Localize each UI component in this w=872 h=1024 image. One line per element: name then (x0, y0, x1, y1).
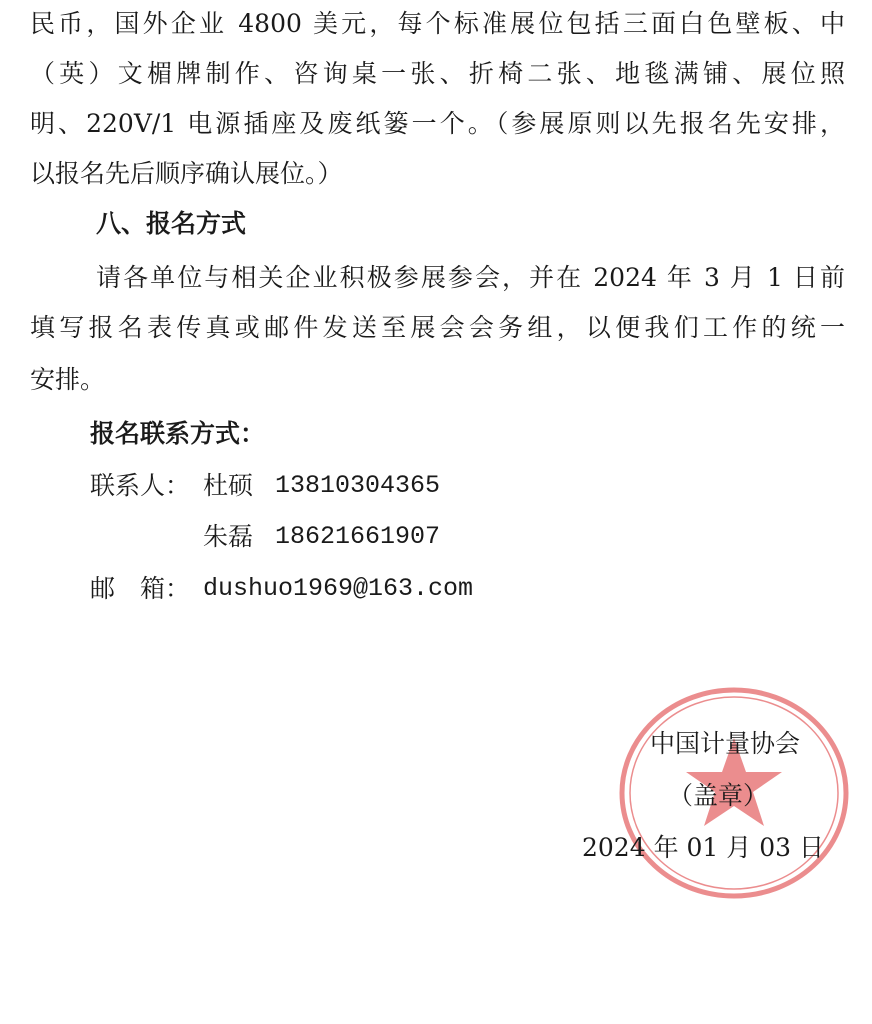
contact-person-label: 联系人： (90, 471, 191, 500)
signature-org: 中国计量协会 (650, 729, 801, 758)
contact-email: dushuo1969@163.com (203, 574, 474, 603)
contact-email-label: 邮 箱： (90, 574, 191, 603)
para1-line4: 以报名先后顺序确认展位。） (30, 159, 343, 188)
para2-line2: 填写报名表传真或邮件发送至展会会务组，以便我们工作的统一 (30, 313, 845, 342)
signature-date: 2024 年 01 月 03 日 (582, 833, 824, 862)
contact-heading: 报名联系方式： (90, 419, 266, 448)
contact-person1-phone: 13810304365 (275, 471, 441, 500)
para2-line1: 请各单位与相关企业积极参展参会，并在 2024 年 3 月 1 日前 (96, 263, 845, 292)
para1-line2: （英）文楣牌制作、咨询桌一张、折椅二张、地毯满铺、展位照 (30, 59, 845, 88)
para2-line3: 安排。 (30, 365, 106, 394)
contact-person2-phone: 18621661907 (275, 522, 441, 551)
contact-person1-name: 杜硕 (203, 471, 254, 500)
contact-person2-name: 朱磊 (203, 522, 254, 551)
para1-line3: 明、220V/1 电源插座及废纸篓一个。（参展原则以先报名先安排， (30, 109, 845, 138)
section-heading: 八、报名方式 (96, 209, 247, 238)
signature-seal-note: （盖章） (668, 781, 769, 810)
para1-line1: 民币，国外企业 4800 美元，每个标准展位包括三面白色壁板、中 (30, 9, 845, 38)
